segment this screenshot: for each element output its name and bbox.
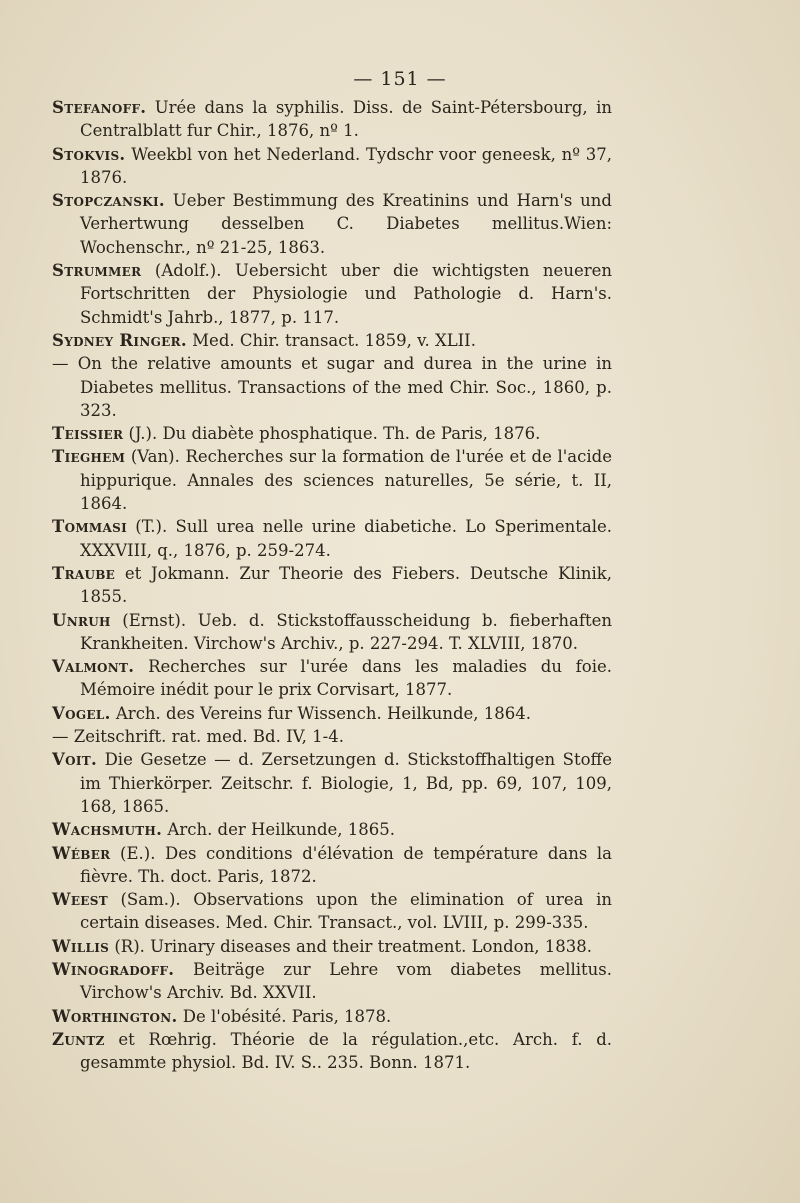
entry-text: et Jokmann. Zur Theorie des Fiebers. Deutsche Klinik, 1855. <box>80 563 612 607</box>
bibliography-entry <box>52 259 612 329</box>
entry-text: Weekbl von het Nederland. Tydschr voor geneesk, nº 37, 1876. <box>80 144 612 187</box>
bibliography-entry <box>52 1028 612 1075</box>
bibliography-entry <box>52 422 612 445</box>
entry-author: Wachsmuth. <box>52 820 163 840</box>
entry-author: Willis <box>52 936 110 956</box>
entry-author: Vogel. <box>52 703 111 723</box>
bibliography-list <box>52 96 612 1074</box>
entry-text: — On the relative amounts et sugar and durea in the urine in Diabetes mellitus. Transactions of the med Chir. Soc., 1860, p. 323. <box>52 354 612 420</box>
entry-author: Winogradoff. <box>52 959 175 979</box>
page-number: — 151 — <box>353 68 447 90</box>
entry-author: Valmont. <box>52 657 135 677</box>
entry-author: Traube <box>52 563 116 583</box>
bibliography-entry <box>52 888 612 935</box>
bibliography-entry <box>52 609 612 656</box>
entry-author: Teissier <box>52 424 124 444</box>
entry-author: Stefanoff. <box>52 98 147 117</box>
entry-text: Beiträge zur Lehre vom diabetes mellitus. Virchow's Archiv. Bd. XXVII. <box>80 959 612 1003</box>
entry-text: (J.). Du diabète phosphatique. Th. de Paris, 1876. <box>123 424 541 444</box>
bibliography-entry <box>52 329 612 352</box>
bibliography-entry <box>52 445 612 515</box>
bibliography-entry <box>52 958 612 1005</box>
entry-author: Stopczanski. <box>52 191 165 211</box>
bibliography-entry <box>52 702 612 725</box>
bibliography-entry <box>52 655 612 702</box>
entry-author: Tieghem <box>52 447 126 467</box>
entry-text: Arch. des Vereins fur Wissench. Heilkunde, 1864. <box>110 703 532 723</box>
entry-text: (R). Urinary diseases and their treatment. London, 1838. <box>109 936 592 956</box>
entry-author: Strummer <box>52 261 142 281</box>
entry-author: Tommasi <box>52 517 127 537</box>
entry-author: Sydney Ringer. <box>52 330 187 350</box>
bibliography-entry <box>52 352 612 422</box>
entry-text: Arch. der Heilkunde, 1865. <box>162 820 396 840</box>
entry-author: Unruh <box>52 610 111 630</box>
entry-text: (Adolf.). Uebersicht uber die wichtigsten neueren Fortschritten der Physiologie und Pathologie d. Harn's. Schmidt's Jahrb., 1877, p. 117. <box>80 261 612 327</box>
entry-text: et Rœhrig. Théorie de la régulation.,etc. Arch. f. d. gesammte physiol. Bd. IV. S.. 235. Bonn. 1871. <box>80 1029 612 1073</box>
entry-author: Weest <box>52 890 108 910</box>
entry-author: Wéber <box>52 843 111 863</box>
entry-text: Recherches sur l'urée dans les maladies du foie. Mémoire inédit pour le prix Corvisart, 1877. <box>80 657 612 700</box>
bibliography-entry <box>52 189 612 259</box>
entry-text: Die Gesetze — d. Zersetzungen d. Stickstoffhaltigen Stoffe im Thierkörper. Zeitschr. f. Biologie, 1, Bd, pp. 69, 107, 109, 168, 1865. <box>80 750 612 816</box>
bibliography-entry <box>52 842 612 889</box>
bibliography-entry <box>52 725 612 748</box>
bibliography-entry <box>52 562 612 609</box>
bibliography-entry <box>52 515 612 562</box>
bibliography-entry <box>52 96 612 143</box>
entry-author: Zuntz <box>52 1029 105 1049</box>
entry-text: (T.). Sull urea nelle urine diabetiche. Lo Sperimentale. XXXVIII, q., 1876, p. 259-274. <box>80 517 612 560</box>
entry-text: (E.). Des conditions d'élévation de température dans la fièvre. Th. doct. Paris, 1872. <box>80 843 612 886</box>
bibliography-entry <box>52 1005 612 1028</box>
entry-text: Urée dans la syphilis. Diss. de Saint-Pétersbourg, in Centralblatt fur Chir., 1876, nº 1. <box>80 98 612 141</box>
bibliography-entry <box>52 143 612 190</box>
entry-author: Worthington. <box>52 1006 178 1026</box>
bibliography-entry <box>52 935 612 958</box>
entry-text: Med. Chir. transact. 1859, v. XLII. <box>186 330 476 350</box>
entry-text: Ueber Bestimmung des Kreatinins und Harn's und Verhertwung desselben C. Diabetes mellitus.Wien: Wochenschr., nº 21-25, 1863. <box>80 191 612 257</box>
entry-text: (Van). Recherches sur la formation de l'urée et de l'acide hippurique. Annales des sciences naturelles, 5e série, t. II, 1864. <box>80 447 612 514</box>
bibliography-entry <box>52 818 612 841</box>
entry-author: Stokvis. <box>52 144 126 164</box>
entry-text: De l'obésité. Paris, 1878. <box>177 1006 392 1026</box>
entry-text: — Zeitschrift. rat. med. Bd. IV, 1-4. <box>52 727 344 747</box>
entry-text: (Sam.). Observations upon the elimination of urea in certain diseases. Med. Chir. Transact., vol. LVIII, p. 299-335. <box>80 890 612 933</box>
entry-author: Voit. <box>52 750 98 770</box>
entry-text: (Ernst). Ueb. d. Stickstoffausscheidung b. fieberhaften Krankheiten. Virchow's Archiv., p. 227-294. T. XLVIII, 1870. <box>80 610 612 653</box>
bibliography-entry <box>52 748 612 818</box>
